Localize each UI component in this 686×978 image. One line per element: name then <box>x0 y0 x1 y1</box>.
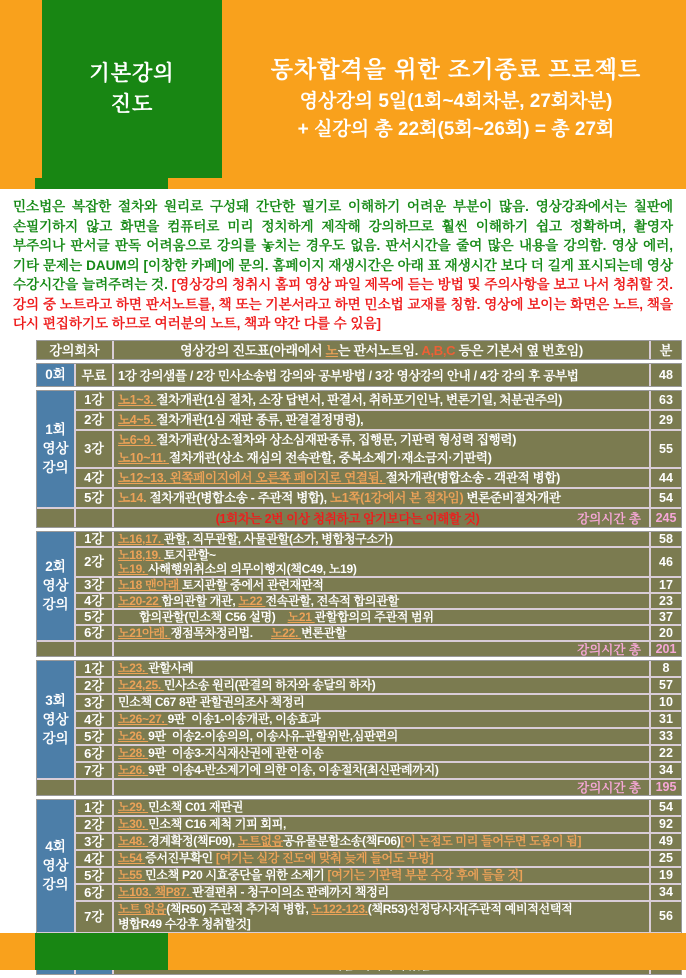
text-segment: 노28. <box>118 745 149 760</box>
topic-line <box>118 411 645 429</box>
topic-line <box>118 763 645 778</box>
minutes-cell: 55 <box>649 431 681 467</box>
lecture-topic-cell <box>114 610 649 624</box>
topic-line <box>118 817 645 832</box>
lecture-number-cell: 1강 <box>76 800 114 815</box>
course-badge-line2: 진도 <box>110 93 154 116</box>
session-label: 0회 <box>45 367 66 382</box>
text-segment: 판결편취 - 청구이의소 판례까지 책정리 <box>192 884 389 899</box>
minutes-cell: 49 <box>649 834 681 849</box>
minutes-cell: 58 <box>649 532 681 546</box>
column-header-minutes: 분 <box>649 341 681 359</box>
text-segment: 노19. <box>118 561 149 576</box>
topic-line <box>118 626 645 640</box>
summary-total-label: 강의시간 총 <box>577 511 641 526</box>
minutes-cell: 63 <box>649 391 681 409</box>
table-row <box>76 900 681 932</box>
lecture-topic-cell <box>114 712 649 727</box>
table-row <box>76 592 681 608</box>
lecture-number-cell: 7강 <box>76 902 114 932</box>
summary-spacer <box>37 780 76 795</box>
topic-line <box>118 851 645 866</box>
lecture-number-cell: 2강 <box>76 817 114 832</box>
topic-line <box>118 800 645 815</box>
table-section <box>36 531 682 657</box>
lecture-number-cell: 3강 <box>76 695 114 710</box>
topic-line <box>118 746 645 761</box>
lecture-topic-cell <box>114 411 649 429</box>
intro-red-text: [영상강의 청취시 홈피 영상 파일 제목에 듣는 방법 및 주의사항을 보고 나서 청취할 것. 강의 중 노트라고 하면 판서노트를, 책 또는 기본서라고 하면 민소법 교재를 칭함. 영상에 보이는 화면은 노트, 책을 다시 편집하기도 하므로 여러분의 노트, 책과 약간 다를 수 있음] <box>13 277 673 331</box>
session-label: 1회 <box>45 422 66 437</box>
table-row <box>76 883 681 900</box>
lecture-number-cell: 6강 <box>76 885 114 900</box>
text-segment: 공유물분할소송(책F06) <box>282 833 401 848</box>
minutes-cell: 48 <box>649 364 681 386</box>
table-row <box>76 532 681 546</box>
column-header-title <box>114 340 649 359</box>
text-segment: 절차개관(병합소송 - 주관적 병합), <box>149 490 330 505</box>
text-segment: 민소책 C67 8판 관할권의조사 책정리 <box>118 694 305 709</box>
lecture-topic-cell <box>114 746 649 761</box>
text-segment: 노26. <box>118 762 149 777</box>
banner-divider-strip <box>0 178 686 189</box>
text-segment: 1강 강의샘플 / 2강 민사소송법 강의와 공부방법 / 3강 영상강의 안내 / 4강 강의 후 공부법 <box>118 368 579 383</box>
lecture-number-cell: 6강 <box>76 626 114 640</box>
text-segment: 사해행위취소의 의무이행지(책C49, 노19) <box>148 561 357 576</box>
table-row <box>76 676 681 693</box>
text-segment: 합의관할 개관, <box>161 593 239 608</box>
text-segment: 민소책 C16 제척 기피 회피, <box>148 816 287 831</box>
topic-line <box>118 431 645 449</box>
text-segment: 노122-123. <box>311 901 368 916</box>
summary-row <box>37 507 681 527</box>
table-row <box>76 608 681 624</box>
lecture-topic-cell <box>114 800 649 815</box>
section-rows <box>76 532 681 640</box>
topic-line <box>118 661 645 676</box>
lecture-topic-cell <box>114 594 649 608</box>
text-segment: 9판 이송3-지식재산권에 관한 이송 <box>148 745 324 760</box>
summary-spacer <box>76 509 114 527</box>
summary-content <box>114 640 649 658</box>
minutes-cell: 31 <box>649 712 681 727</box>
topic-line <box>118 885 645 900</box>
minutes-cell: 20 <box>649 626 681 640</box>
session-label: 영상 <box>42 858 69 873</box>
text-segment: 노10~11. <box>118 450 170 465</box>
minutes-cell: 37 <box>649 610 681 624</box>
summary-content <box>114 509 649 527</box>
table-row <box>76 661 681 676</box>
bottom-banner-green-block <box>35 933 168 970</box>
text-segment: 노55 <box>118 867 146 882</box>
summary-spacer <box>37 509 76 527</box>
text-segment: 노12~13. 왼쪽페이지에서 오른쪽 페이지로 연결됨. <box>118 470 386 485</box>
table-row <box>76 849 681 866</box>
table-row <box>76 546 681 576</box>
lecture-number-cell: 2강 <box>76 411 114 429</box>
summary-row <box>37 778 681 795</box>
table-row <box>76 693 681 710</box>
lecture-number-cell: 1강 <box>76 391 114 409</box>
top-banner <box>0 0 686 178</box>
text-segment: 9판 이송2-이송의의, 이송사유-관할위반,심판편의 <box>148 728 398 743</box>
lecture-number-cell: 5강 <box>76 729 114 744</box>
lecture-topic-cell <box>114 626 649 640</box>
topic-line <box>118 366 645 384</box>
lecture-number-cell: 2강 <box>76 548 114 576</box>
section-rows <box>76 364 681 386</box>
topic-line <box>118 594 645 608</box>
section-rows <box>76 800 681 932</box>
topic-line <box>118 902 645 917</box>
topic-line <box>118 391 645 409</box>
text-segment: 관할사례 <box>148 660 194 675</box>
section-body <box>37 800 681 932</box>
topic-line <box>118 712 645 727</box>
text-segment: 노30. <box>118 816 149 831</box>
table-row <box>76 391 681 409</box>
text-segment: 절차개관(상소절차와 상소심재판종류, 집행문, 기판력 형성력 집행력) <box>156 432 517 447</box>
text-segment: 민소책 P20 시효중단을 위한 소제기 <box>145 867 328 882</box>
text-segment: 노20-22 <box>118 593 162 608</box>
minutes-cell: 56 <box>649 902 681 932</box>
bottom-banner <box>0 933 686 970</box>
course-badge-line1: 기본강의 <box>89 62 175 85</box>
minutes-cell: 92 <box>649 817 681 832</box>
text-segment: 노29. <box>118 799 149 814</box>
topic-line <box>118 548 645 562</box>
summary-spacer <box>37 642 76 656</box>
banner-title-line2: 영상강의 5일(1회~4회차분, 27회차분) <box>299 91 613 112</box>
summary-total-minutes: 195 <box>649 780 681 795</box>
minutes-cell: 29 <box>649 411 681 429</box>
text-segment: 는 판서노트임. <box>337 343 422 358</box>
lecture-topic-cell <box>114 489 649 507</box>
lecture-topic-cell <box>114 868 649 883</box>
session-cell <box>37 661 76 778</box>
minutes-cell: 8 <box>649 661 681 676</box>
lecture-topic-cell <box>114 548 649 576</box>
topic-line <box>118 610 645 624</box>
lecture-number-cell: 4강 <box>76 594 114 608</box>
lecture-topic-cell <box>114 885 649 900</box>
text-segment: 합의관할(민소책 C56 설명) <box>118 609 288 624</box>
text-segment: [여기는 실강 진도에 맞춰 늦게 들어도 무방] <box>215 850 434 865</box>
text-segment: 관할합의의 주관적 범위 <box>314 609 434 624</box>
table-row <box>76 576 681 592</box>
session-label: 영상 <box>42 711 69 727</box>
text-segment: 토지관할~ <box>163 547 216 562</box>
summary-total-minutes: 201 <box>649 642 681 656</box>
topic-line <box>118 562 645 576</box>
intro-green-text: 민소법은 복잡한 절차와 원리로 구성돼 간단한 필기로 이해하기 어려운 부분이 많음. 영상강좌에서는 칠판에 손필기하지 않고 화면을 컴퓨터로 미리 정치하게 제작해 강의하므로 훨씬 이해하기 쉽고 정확하며, 촬영자 부주의나 판서글 판독 어려움으로 강의를 놓치는 경우도 없음. 판서시간을 줄여 많은 내용을 강의함. 영상 에러, 기타 문제는 DAUM의 [이창한 카페]에 문의. 홈페이지 재생시간은 아래 표 재생시간 보다 더 길게 표시되는데 영상 수강시간을 늘려주려는 것. <box>13 199 673 292</box>
lecture-number-cell: 3강 <box>76 431 114 467</box>
summary-total-minutes: 245 <box>649 509 681 527</box>
text-segment: 쟁점목차정리법. <box>170 625 271 640</box>
text-segment: 9판 이송1-이송개관, 이송효과 <box>167 711 321 726</box>
minutes-cell: 44 <box>649 469 681 487</box>
section-body <box>37 661 681 778</box>
topic-line <box>118 868 645 883</box>
section-body <box>37 532 681 640</box>
topic-line <box>118 532 645 546</box>
schedule-table <box>36 340 682 975</box>
table-row <box>76 832 681 849</box>
lecture-topic-cell <box>114 834 649 849</box>
table-row <box>76 429 681 467</box>
text-segment: 9판 이송4-반소제기에 의한 이송, 이송절차(최신판례까지) <box>148 762 439 777</box>
topic-line <box>118 678 645 693</box>
lecture-number-cell: 5강 <box>76 489 114 507</box>
text-segment: 노14. <box>118 490 150 505</box>
minutes-cell: 19 <box>649 868 681 883</box>
text-segment: 노4~5. <box>118 412 157 427</box>
text-segment: 노트없음 <box>237 833 283 848</box>
text-segment: 민사소송 원리(판결의 하자와 송달의 하자) <box>163 677 376 692</box>
topic-line <box>118 834 645 849</box>
summary-row <box>37 640 681 656</box>
table-row <box>76 467 681 487</box>
lecture-topic-cell <box>114 578 649 592</box>
table-row <box>76 800 681 815</box>
minutes-cell: 33 <box>649 729 681 744</box>
intro-paragraph <box>13 197 673 334</box>
session-label: 강의 <box>42 597 69 612</box>
summary-spacer <box>76 780 114 795</box>
session-cell <box>37 800 76 932</box>
minutes-cell: 34 <box>649 885 681 900</box>
lecture-topic-cell <box>114 431 649 467</box>
text-segment: 등은 기본서 옆 번호임) <box>455 343 583 358</box>
minutes-cell: 46 <box>649 548 681 576</box>
session-label: 강의 <box>42 730 69 746</box>
banner-title-line3: + 실강의 총 22회(5회~26회) = 총 27회 <box>297 119 615 140</box>
minutes-cell: 23 <box>649 594 681 608</box>
course-badge <box>42 0 222 178</box>
session-label: 영상 <box>42 441 69 456</box>
table-row <box>76 364 681 386</box>
table-section <box>36 799 682 950</box>
session-label: 강의 <box>42 877 69 892</box>
lecture-topic-cell <box>114 469 649 487</box>
banner-title <box>232 54 680 144</box>
minutes-cell: 57 <box>649 678 681 693</box>
text-segment: 노트 없음 <box>118 901 167 916</box>
text-segment: 경계확정(책F09), <box>148 833 238 848</box>
lecture-number-cell: 5강 <box>76 610 114 624</box>
topic-line <box>118 578 645 592</box>
text-segment: (책R50) 주관적 추가적 병합, <box>166 901 312 916</box>
text-segment: 영상강의 진도표(아래에서 <box>180 343 326 358</box>
text-segment: 노1쪽(1강에서 본 절차임) <box>329 490 464 505</box>
minutes-cell: 17 <box>649 578 681 592</box>
summary-total-label: 강의시간 총 <box>577 642 641 657</box>
text-segment: 관할, 직무관할, 사물관할(소가, 병합청구소가) <box>163 531 393 546</box>
minutes-cell: 10 <box>649 695 681 710</box>
session-cell <box>37 532 76 640</box>
text-segment: 노6~9. <box>118 432 157 447</box>
text-segment: 변론관할 <box>301 625 347 640</box>
minutes-cell: 54 <box>649 800 681 815</box>
lecture-number-cell: 1강 <box>76 532 114 546</box>
section-body <box>37 364 681 386</box>
text-segment: 절차개관(병합소송 - 객관적 병합) <box>385 470 560 485</box>
text-segment: 노1~3. <box>118 392 157 407</box>
table-row <box>76 624 681 640</box>
lecture-topic-cell <box>114 695 649 710</box>
topic-line <box>118 917 645 932</box>
lecture-topic-cell <box>114 391 649 409</box>
session-label: 영상 <box>42 578 69 593</box>
text-segment: 절차개관(상소 재심의 전속관할, 중복소제기·재소금지·기판력) <box>169 450 492 465</box>
text-segment: 병합R49 수강후 청취할것] <box>118 916 251 931</box>
lecture-number-cell: 1강 <box>76 661 114 676</box>
text-segment: 민소책 C01 재판권 <box>148 799 244 814</box>
lecture-number-cell: 4강 <box>76 469 114 487</box>
lecture-topic-cell <box>114 661 649 676</box>
topic-line <box>118 729 645 744</box>
text-segment: 노18,19. <box>118 547 164 562</box>
table-row <box>76 409 681 429</box>
lecture-number-cell: 4강 <box>76 851 114 866</box>
table-row <box>76 710 681 727</box>
text-segment: 노18 맨아래 <box>118 577 182 592</box>
text-segment: 노23. <box>118 660 149 675</box>
text-segment: A,B,C <box>421 343 456 358</box>
table-section <box>36 363 682 387</box>
text-segment: 노21아래. <box>118 625 171 640</box>
topic-line <box>118 469 645 487</box>
summary-total-label: 강의시간 총 <box>577 781 641 795</box>
text-segment: 노22 <box>238 593 266 608</box>
lecture-number-cell: 7강 <box>76 763 114 778</box>
table-row <box>76 866 681 883</box>
lecture-topic-cell <box>114 902 649 932</box>
text-segment: (책R53)선정당사자[주관적 예비적선택적 <box>367 901 573 916</box>
table-header-row <box>36 340 682 360</box>
banner-title-line1: 동차합격을 위한 조기종료 프로젝트 <box>270 56 642 82</box>
table-row <box>76 744 681 761</box>
column-header-session: 강의회차 <box>37 341 114 359</box>
minutes-cell: 25 <box>649 851 681 866</box>
page-content <box>0 189 686 978</box>
text-segment: 노24,25. <box>118 677 164 692</box>
topic-line <box>118 695 645 710</box>
text-segment: 증서진부확인 <box>145 850 216 865</box>
session-label: 4회 <box>45 839 66 854</box>
table-section <box>36 390 682 528</box>
text-segment: [이 논점도 미리 들어두면 도움이 됨] <box>400 833 582 848</box>
lecture-number-cell: 6강 <box>76 746 114 761</box>
text-segment: 전속관할, 전속적 합의관할 <box>265 593 399 608</box>
lecture-topic-cell <box>114 532 649 546</box>
text-segment: 노21 <box>287 609 315 624</box>
minutes-cell: 34 <box>649 763 681 778</box>
minutes-cell: 54 <box>649 489 681 507</box>
text-segment: 노26~27. <box>118 711 168 726</box>
topic-line <box>118 489 645 507</box>
lecture-topic-cell <box>114 817 649 832</box>
section-body <box>37 391 681 507</box>
section-rows <box>76 661 681 778</box>
lecture-topic-cell <box>114 366 649 384</box>
text-segment: 노 <box>325 343 338 358</box>
session-label: 강의 <box>42 460 69 475</box>
table-row <box>76 727 681 744</box>
lecture-topic-cell <box>114 729 649 744</box>
text-segment: 노16,17. <box>118 531 164 546</box>
session-cell <box>37 391 76 507</box>
text-segment: 노54 <box>118 850 146 865</box>
lecture-number-cell: 5강 <box>76 868 114 883</box>
section-rows <box>76 391 681 507</box>
text-segment: 노103. 책P87. <box>118 884 193 899</box>
text-segment: 노48. <box>118 833 149 848</box>
lecture-number-cell: 3강 <box>76 578 114 592</box>
lecture-number-cell: 3강 <box>76 834 114 849</box>
text-segment: 노22. <box>271 625 302 640</box>
topic-line <box>118 449 645 467</box>
table-row <box>76 487 681 507</box>
lecture-topic-cell <box>114 763 649 778</box>
summary-note: (1회차는 2번 이상 청취하고 암기보다는 이해할 것) <box>215 511 480 526</box>
session-cell <box>37 364 76 386</box>
session-label: 3회 <box>45 692 66 708</box>
lecture-topic-cell <box>114 851 649 866</box>
text-segment: 절차개관(1심 절차, 소장 답변서, 판결서, 취하포기인낙, 변론기일, 처분권주의) <box>156 392 563 407</box>
lecture-number-cell: 4강 <box>76 712 114 727</box>
session-label: 2회 <box>45 559 66 574</box>
text-segment: 변론준비절차개관 <box>463 490 561 505</box>
summary-spacer <box>76 642 114 656</box>
lecture-topic-cell <box>114 678 649 693</box>
lecture-number-cell: 무료 <box>76 364 114 386</box>
minutes-cell: 22 <box>649 746 681 761</box>
banner-divider-green-block <box>35 178 168 189</box>
text-segment: 토지관할 중에서 관련재판적 <box>181 577 324 592</box>
text-segment: [여기는 기판력 부분 수강 후에 들을 것] <box>327 867 523 882</box>
text-segment: 노26. <box>118 728 149 743</box>
text-segment: 절차개관(1심 재판 종류, 판결결정명령), <box>156 412 364 427</box>
table-row <box>76 761 681 778</box>
table-section <box>36 660 682 796</box>
lecture-number-cell: 2강 <box>76 678 114 693</box>
summary-content <box>114 778 649 796</box>
table-row <box>76 815 681 832</box>
